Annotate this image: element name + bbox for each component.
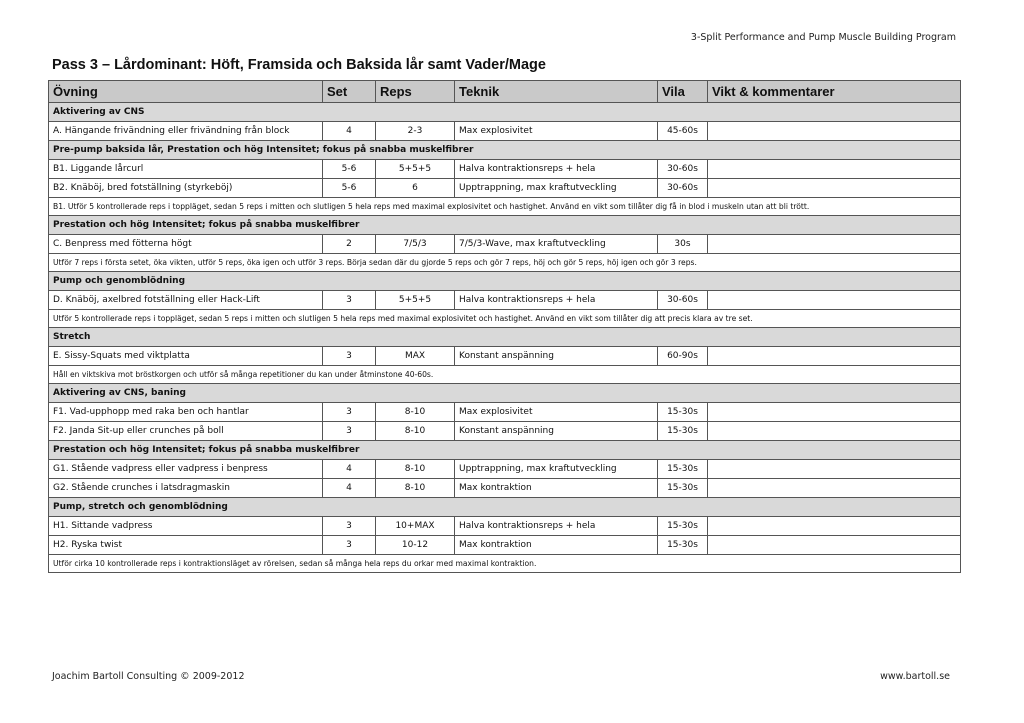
page-title: Pass 3 – Lårdominant: Höft, Framsida och Baksida lår samt Vader/Mage: [52, 57, 546, 73]
exercise-name: F1. Vad-upphopp med raka ben och hantlar: [49, 403, 323, 422]
sets-value: 3: [323, 403, 376, 422]
rest-value: 15-30s: [658, 422, 708, 441]
technique-value: Max explosivitet: [455, 122, 658, 141]
exercise-row: [49, 460, 961, 479]
technique-value: Konstant anspänning: [455, 422, 658, 441]
technique-value: Halva kontraktionsreps + hela: [455, 517, 658, 536]
section-title: Prestation och hög Intensitet; fokus på snabba muskelfibrer: [49, 441, 961, 460]
section-row: [49, 498, 961, 517]
exercise-row: [49, 403, 961, 422]
rest-value: 15-30s: [658, 536, 708, 555]
column-header-ovning: Övning: [49, 81, 323, 103]
reps-value: MAX: [376, 347, 455, 366]
comment-cell: [708, 422, 961, 441]
reps-value: 7/5/3: [376, 235, 455, 254]
exercise-row: [49, 160, 961, 179]
exercise-row: [49, 479, 961, 498]
note-row: [49, 198, 961, 216]
comment-cell: [708, 536, 961, 555]
column-header-reps: Reps: [376, 81, 455, 103]
rest-value: 15-30s: [658, 479, 708, 498]
sets-value: 2: [323, 235, 376, 254]
exercise-name: G1. Stående vadpress eller vadpress i benpress: [49, 460, 323, 479]
note-text: B1. Utför 5 kontrollerade reps i toppläget, sedan 5 reps i mitten och slutligen 5 hela reps med maximal explosivitet och hastighet. Använd en vikt som tillåter dig få in blod i muskeln utan att bli trött.: [49, 198, 961, 216]
sets-value: 5-6: [323, 179, 376, 198]
workout-table: [48, 80, 961, 573]
note-text: Utför cirka 10 kontrollerade reps i kontraktionsläget av rörelsen, sedan så många hela reps du orkar med maximal kontraktion.: [49, 555, 961, 573]
table-header-row: [49, 81, 961, 103]
section-title: Pump och genomblödning: [49, 272, 961, 291]
exercise-name: E. Sissy-Squats med viktplatta: [49, 347, 323, 366]
column-header-vikt: Vikt & kommentarer: [708, 81, 961, 103]
column-header-teknik: Teknik: [455, 81, 658, 103]
exercise-name: B2. Knäböj, bred fotställning (styrkeböj): [49, 179, 323, 198]
technique-value: 7/5/3-Wave, max kraftutveckling: [455, 235, 658, 254]
reps-value: 5+5+5: [376, 291, 455, 310]
technique-value: Upptrappning, max kraftutveckling: [455, 460, 658, 479]
section-row: [49, 216, 961, 235]
comment-cell: [708, 179, 961, 198]
technique-value: Halva kontraktionsreps + hela: [455, 291, 658, 310]
rest-value: 15-30s: [658, 403, 708, 422]
reps-value: 8-10: [376, 479, 455, 498]
section-row: [49, 272, 961, 291]
exercise-name: F2. Janda Sit-up eller crunches på boll: [49, 422, 323, 441]
section-row: [49, 141, 961, 160]
reps-value: 10+MAX: [376, 517, 455, 536]
exercise-row: [49, 235, 961, 254]
technique-value: Max kontraktion: [455, 479, 658, 498]
footer-copyright: Joachim Bartoll Consulting © 2009-2012: [52, 671, 245, 682]
sets-value: 3: [323, 422, 376, 441]
rest-value: 30s: [658, 235, 708, 254]
technique-value: Max explosivitet: [455, 403, 658, 422]
exercise-name: B1. Liggande lårcurl: [49, 160, 323, 179]
technique-value: Max kontraktion: [455, 536, 658, 555]
reps-value: 6: [376, 179, 455, 198]
exercise-name: H1. Sittande vadpress: [49, 517, 323, 536]
comment-cell: [708, 460, 961, 479]
section-row: [49, 384, 961, 403]
column-header-set: Set: [323, 81, 376, 103]
comment-cell: [708, 347, 961, 366]
rest-value: 15-30s: [658, 460, 708, 479]
sets-value: 4: [323, 122, 376, 141]
exercise-row: [49, 347, 961, 366]
section-title: Prestation och hög Intensitet; fokus på snabba muskelfibrer: [49, 216, 961, 235]
technique-value: Halva kontraktionsreps + hela: [455, 160, 658, 179]
exercise-name: C. Benpress med fötterna högt: [49, 235, 323, 254]
sets-value: 3: [323, 517, 376, 536]
exercise-row: [49, 291, 961, 310]
reps-value: 2-3: [376, 122, 455, 141]
rest-value: 60-90s: [658, 347, 708, 366]
note-text: Håll en viktskiva mot bröstkorgen och utför så många repetitioner du kan under åtminstone 40-60s.: [49, 366, 961, 384]
rest-value: 30-60s: [658, 179, 708, 198]
comment-cell: [708, 479, 961, 498]
exercise-row: [49, 179, 961, 198]
reps-value: 8-10: [376, 422, 455, 441]
section-title: Pre-pump baksida lår, Prestation och hög Intensitet; fokus på snabba muskelfibrer: [49, 141, 961, 160]
section-row: [49, 103, 961, 122]
comment-cell: [708, 403, 961, 422]
sets-value: 4: [323, 460, 376, 479]
rest-value: 30-60s: [658, 291, 708, 310]
comment-cell: [708, 517, 961, 536]
sets-value: 3: [323, 291, 376, 310]
exercise-name: G2. Stående crunches i latsdragmaskin: [49, 479, 323, 498]
section-title: Aktivering av CNS: [49, 103, 961, 122]
section-row: [49, 441, 961, 460]
sets-value: 3: [323, 347, 376, 366]
note-row: [49, 366, 961, 384]
table-body: [49, 103, 961, 573]
section-row: [49, 328, 961, 347]
note-text: Utför 7 reps i första setet, öka vikten, utför 5 reps, öka igen och utför 3 reps. Börja sedan där du gjorde 5 reps och gör 7 reps, höj och gör 5 reps, höj igen och gör 3 reps.: [49, 254, 961, 272]
technique-value: Upptrappning, max kraftutveckling: [455, 179, 658, 198]
rest-value: 30-60s: [658, 160, 708, 179]
note-row: [49, 254, 961, 272]
comment-cell: [708, 122, 961, 141]
program-header: 3-Split Performance and Pump Muscle Building Program: [690, 32, 956, 43]
reps-value: 8-10: [376, 403, 455, 422]
exercise-row: [49, 122, 961, 141]
sets-value: 3: [323, 536, 376, 555]
note-row: [49, 310, 961, 328]
comment-cell: [708, 235, 961, 254]
footer-url: www.bartoll.se: [880, 671, 950, 682]
exercise-row: [49, 422, 961, 441]
exercise-name: H2. Ryska twist: [49, 536, 323, 555]
sets-value: 5-6: [323, 160, 376, 179]
section-title: Aktivering av CNS, baning: [49, 384, 961, 403]
section-title: Stretch: [49, 328, 961, 347]
note-text: Utför 5 kontrollerade reps i toppläget, sedan 5 reps i mitten och slutligen 5 hela reps med maximal explosivitet och hastighet. Använd en vikt som tillåter dig att precis klara av tre set.: [49, 310, 961, 328]
exercise-row: [49, 536, 961, 555]
note-row: [49, 555, 961, 573]
sets-value: 4: [323, 479, 376, 498]
reps-value: 5+5+5: [376, 160, 455, 179]
section-title: Pump, stretch och genomblödning: [49, 498, 961, 517]
exercise-row: [49, 517, 961, 536]
exercise-name: A. Hängande frivändning eller frivändning från block: [49, 122, 323, 141]
rest-value: 15-30s: [658, 517, 708, 536]
technique-value: Konstant anspänning: [455, 347, 658, 366]
column-header-vila: Vila: [658, 81, 708, 103]
reps-value: 10-12: [376, 536, 455, 555]
reps-value: 8-10: [376, 460, 455, 479]
rest-value: 45-60s: [658, 122, 708, 141]
exercise-name: D. Knäböj, axelbred fotställning eller Hack-Lift: [49, 291, 323, 310]
comment-cell: [708, 291, 961, 310]
comment-cell: [708, 160, 961, 179]
